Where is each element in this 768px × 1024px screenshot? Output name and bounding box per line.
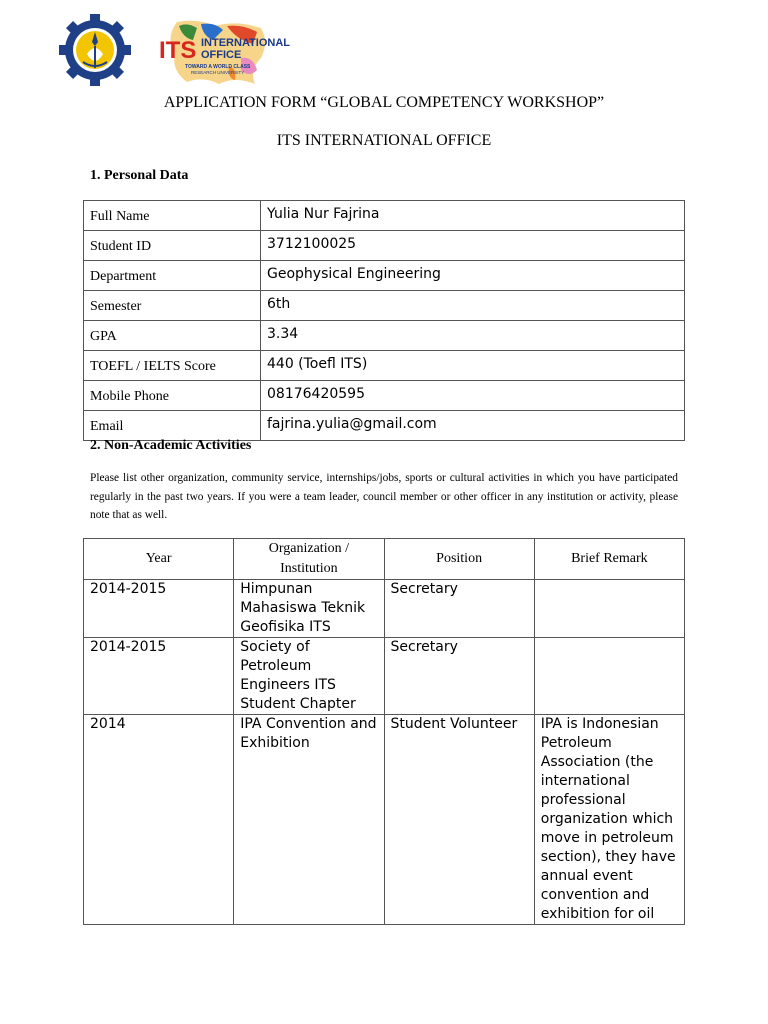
field-value: fajrina.yulia@gmail.com xyxy=(261,411,685,441)
field-value: 3.34 xyxy=(261,321,685,351)
activity-year-cell: 2014-2015 xyxy=(84,580,234,638)
field-value: Geophysical Engineering xyxy=(261,261,685,291)
field-label: Email xyxy=(84,411,261,441)
personal-data-row xyxy=(84,411,685,441)
activity-year-cell: 2014 xyxy=(84,715,234,925)
activity-year-cell: 2014-2015 xyxy=(84,638,234,715)
personal-data-row xyxy=(84,321,685,351)
field-value: 08176420595 xyxy=(261,381,685,411)
column-header-position: Position xyxy=(384,539,534,580)
non-academic-heading: 2. Non-Academic Activities xyxy=(90,438,252,453)
personal-data-row xyxy=(84,291,685,321)
io-logo-its-text: ITS xyxy=(159,37,197,64)
activity-row xyxy=(84,715,685,925)
activities-header-row xyxy=(84,539,685,580)
activity-organization-cell: Society of Petroleum Engineers ITS Student Chapter xyxy=(234,638,384,715)
activity-remark-cell: IPA is Indonesian Petroleum Association (the international professional organization which move in petroleum section), they have annual event convention and exhibition for oil xyxy=(534,715,684,925)
column-header-organization: Organization / Institution xyxy=(234,539,384,580)
activity-position-cell: Secretary xyxy=(384,638,534,715)
io-logo-tagline-1: TOWARD A WORLD CLASS xyxy=(185,64,251,70)
column-header-remark: Brief Remark xyxy=(534,539,684,580)
field-label: Mobile Phone xyxy=(84,381,261,411)
column-header-year: Year xyxy=(84,539,234,580)
personal-data-table xyxy=(83,200,685,441)
field-label: Student ID xyxy=(84,231,261,261)
header-logos xyxy=(57,12,297,92)
field-value: 6th xyxy=(261,291,685,321)
its-university-logo xyxy=(57,12,133,88)
activity-row xyxy=(84,638,685,715)
field-value: Yulia Nur Fajrina xyxy=(261,201,685,231)
activity-remark-cell xyxy=(534,638,684,715)
activities-table xyxy=(83,538,685,925)
form-subtitle: ITS INTERNATIONAL OFFICE xyxy=(276,132,492,149)
activity-remark-cell xyxy=(534,580,684,638)
io-logo-tagline-2: RESEARCH UNIVERSITY xyxy=(191,70,245,75)
personal-data-heading: 1. Personal Data xyxy=(90,168,189,183)
field-label: Department xyxy=(84,261,261,291)
personal-data-row xyxy=(84,231,685,261)
field-label: Full Name xyxy=(84,201,261,231)
field-label: TOEFL / IELTS Score xyxy=(84,351,261,381)
activity-position-cell: Secretary xyxy=(384,580,534,638)
personal-data-row xyxy=(84,381,685,411)
io-logo-office-text: OFFICE xyxy=(201,49,242,61)
international-office-logo xyxy=(157,18,291,90)
activities-instructions: Please list other organization, community service, internships/jobs, sports or cultural activities in which you have participated regularly in the past two years. If you were a team leader, council member or other officer in any institution or activity, please note that as well. xyxy=(90,472,678,521)
activity-organization-cell: IPA Convention and Exhibition xyxy=(234,715,384,925)
field-value: 440 (Toefl ITS) xyxy=(261,351,685,381)
field-label: Semester xyxy=(84,291,261,321)
personal-data-row xyxy=(84,201,685,231)
field-value: 3712100025 xyxy=(261,231,685,261)
form-title: APPLICATION FORM “GLOBAL COMPETENCY WORKSHOP” xyxy=(163,94,605,111)
personal-data-row xyxy=(84,261,685,291)
personal-data-row xyxy=(84,351,685,381)
field-label: GPA xyxy=(84,321,261,351)
io-logo-international-text: INTERNATIONAL xyxy=(201,37,291,49)
activity-row xyxy=(84,580,685,638)
activity-position-cell: Student Volunteer xyxy=(384,715,534,925)
activity-organization-cell: Himpunan Mahasiswa Teknik Geofisika ITS xyxy=(234,580,384,638)
